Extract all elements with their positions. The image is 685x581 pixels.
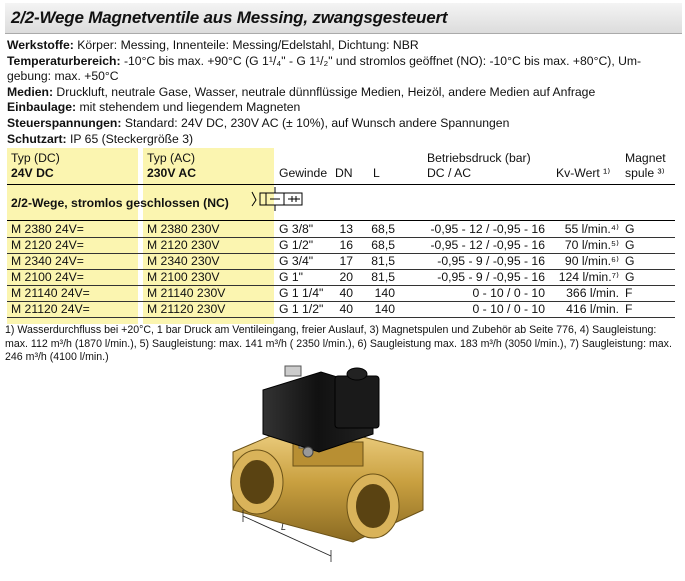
header-typ-dc: Typ (DC) xyxy=(11,151,60,165)
table-row xyxy=(7,222,675,238)
type-dc: M 21120 24V= xyxy=(11,302,90,316)
header-kv-wert: Kv-Wert ¹⁾ xyxy=(556,166,611,180)
table-row xyxy=(7,254,675,270)
dn: 17 xyxy=(339,254,353,268)
type-ac: M 2120 230V xyxy=(147,238,220,252)
dn: 13 xyxy=(339,222,353,236)
dimension-label: L xyxy=(281,522,287,532)
header-betriebsdruck: Betriebsdruck (bar) xyxy=(427,151,531,165)
magnet-spule: F xyxy=(625,286,633,300)
table-row xyxy=(7,286,675,302)
spec-label: Werkstoffe: xyxy=(7,38,74,52)
length: 140 xyxy=(374,286,395,300)
spec-label: Medien: xyxy=(7,84,54,99)
kv-wert: 416 l/min. xyxy=(566,302,619,316)
gewinde: G 3/4" xyxy=(279,254,314,268)
valve-symbol-icon xyxy=(250,186,308,212)
dn: 40 xyxy=(339,286,353,300)
header-typ-ac: Typ (AC) xyxy=(147,151,196,165)
header-voltage-dc: 24V DC xyxy=(11,166,54,180)
type-ac: M 2340 230V xyxy=(147,254,220,268)
gewinde: G 1 1/2" xyxy=(279,302,324,316)
betriebsdruck: -0,95 - 9 / -0,95 - 16 xyxy=(437,254,545,268)
spec-label: Schutzart: xyxy=(7,131,67,146)
header-voltage-ac: 230V AC xyxy=(147,166,196,180)
length: 68,5 xyxy=(371,222,395,236)
betriebsdruck: 0 - 10 / 0 - 10 xyxy=(472,286,545,300)
type-ac: M 21140 230V xyxy=(147,286,226,300)
header-gewinde: Gewinde xyxy=(279,166,328,180)
type-ac: M 2100 230V xyxy=(147,270,220,284)
spec-label: Temperaturbereich: xyxy=(7,53,121,68)
spec-text: Körper: Messing, Innenteile: Messing/Edelstahl, Dichtung: NBR xyxy=(73,38,419,52)
table-row xyxy=(7,238,675,254)
spec-text: mit stehendem und liegendem Magneten xyxy=(76,100,301,115)
magnet-spule: G xyxy=(625,270,635,284)
magnet-spule: F xyxy=(625,302,633,316)
spec-label: Steuerspannungen: xyxy=(7,115,122,130)
spec-line xyxy=(7,132,681,148)
header-dc-ac: DC / AC xyxy=(427,166,472,180)
header-l: L xyxy=(373,166,380,180)
table-row xyxy=(7,270,675,286)
gewinde: G 1/2" xyxy=(279,238,314,252)
magnet-spule: G xyxy=(625,222,635,236)
magnet-spule: G xyxy=(625,254,635,268)
type-dc: M 2120 24V= xyxy=(11,238,84,252)
spec-text: -10°C bis max. +90°C (G 1¹/₄" - G 1¹/₂" und stromlos geöffnet (NO): -10°C bis max. +80°C), Um- xyxy=(120,53,642,68)
gewinde: G 1" xyxy=(279,270,303,284)
magnet-spule: G xyxy=(625,238,635,252)
dn: 16 xyxy=(339,238,353,252)
spec-line xyxy=(7,85,681,101)
type-dc: M 21140 24V= xyxy=(11,286,90,300)
solenoid-valve-image xyxy=(223,360,435,575)
header-magnet: Magnet xyxy=(625,151,666,165)
betriebsdruck: -0,95 - 12 / -0,95 - 16 xyxy=(430,222,545,236)
betriebsdruck: -0,95 - 12 / -0,95 - 16 xyxy=(430,238,545,252)
type-ac: M 21120 230V xyxy=(147,302,226,316)
spec-line xyxy=(7,116,681,132)
spec-text: gebung: max. +50°C xyxy=(7,69,119,84)
gewinde: G 1 1/4" xyxy=(279,286,324,300)
page-title: 2/2-Wege Magnetventile aus Messing, zwangsgesteuert xyxy=(11,8,448,27)
kv-wert: 70 l/min.⁵⁾ xyxy=(564,238,619,252)
specifications xyxy=(7,38,681,147)
title-bar xyxy=(5,3,682,34)
type-dc: M 2380 24V= xyxy=(11,222,84,236)
header-spule: spule ³⁾ xyxy=(625,166,665,180)
spec-line xyxy=(7,100,681,116)
spec-line xyxy=(7,69,681,85)
footnote: 1) Wasserdurchfluss bei +20°C, 1 bar Druck am Ventileingang, freier Auslauf, 3) Magnetspulen und Zubehör ab Seite 776, 4) Saugleistung: max. 112 m³/h (1870 l/min.), 5) Saugleistung: max. 141 m³/h ( 2350 l/min.), 6) Saugleistung max. 183 m³/h (3050 l/min.), 7) Saugleistung: max. 246 m³/h (4100 l/min.) xyxy=(5,324,672,364)
dn: 40 xyxy=(339,302,353,316)
gewinde: G 3/8" xyxy=(279,222,314,236)
type-ac: M 2380 230V xyxy=(147,222,220,236)
spec-text: IP 65 (Steckergröße 3) xyxy=(66,131,194,146)
kv-wert: 55 l/min.⁴⁾ xyxy=(564,222,619,236)
table-row xyxy=(7,302,675,318)
length: 81,5 xyxy=(371,270,395,284)
spec-line xyxy=(7,54,681,70)
length: 68,5 xyxy=(371,238,395,252)
betriebsdruck: 0 - 10 / 0 - 10 xyxy=(472,302,545,316)
spec-text: Druckluft, neutrale Gase, Wasser, neutrale dünnflüssige Medien, Heizöl, andere Medien auf Anfrage xyxy=(53,84,596,99)
spec-text: Standard: 24V DC, 230V AC (± 10%), auf Wunsch andere Spannungen xyxy=(121,115,510,130)
betriebsdruck: -0,95 - 9 / -0,95 - 16 xyxy=(437,270,545,284)
type-dc: M 2340 24V= xyxy=(11,254,84,268)
length: 81,5 xyxy=(371,254,395,268)
length: 140 xyxy=(374,302,395,316)
section-rule xyxy=(7,220,675,221)
dn: 20 xyxy=(339,270,353,284)
kv-wert: 124 l/min.⁷⁾ xyxy=(558,270,619,284)
spec-line xyxy=(7,38,681,54)
section-title: 2/2-Wege, stromlos geschlossen (NC) xyxy=(11,196,229,210)
kv-wert: 366 l/min. xyxy=(566,286,619,300)
header-rule xyxy=(7,184,675,185)
type-dc: M 2100 24V= xyxy=(11,270,84,284)
kv-wert: 90 l/min.⁶⁾ xyxy=(564,254,619,268)
header-dn: DN xyxy=(335,166,353,180)
spec-label: Einbaulage: xyxy=(7,100,77,115)
